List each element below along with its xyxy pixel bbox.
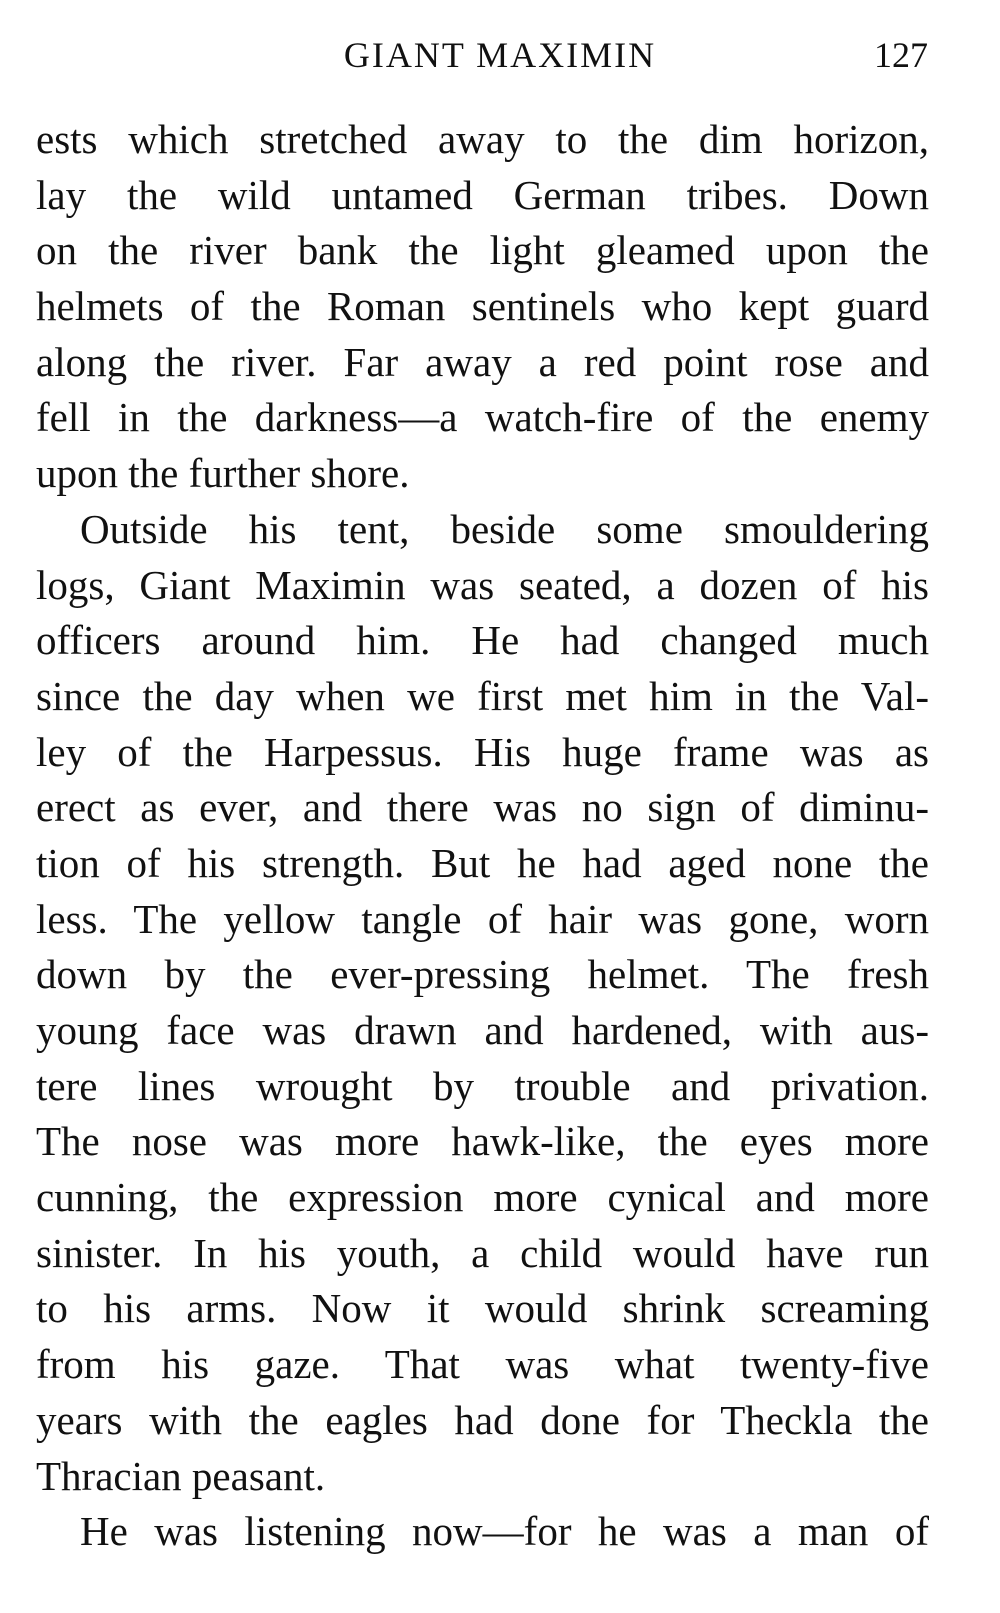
- text-line: young face was drawn and hardened, with aus-: [36, 1007, 929, 1053]
- running-head: [0, 30, 1000, 80]
- text-line: ests which stretched away to the dim horizon,: [36, 116, 929, 162]
- text-line: tion of his strength. But he had aged none the: [36, 839, 929, 886]
- text-line: down by the ever-pressing helmet. The fresh: [36, 951, 929, 998]
- text-line: cunning, the expression more cynical and more: [36, 1174, 929, 1221]
- text-line: on the river bank the light gleamed upon the: [36, 227, 929, 274]
- text-line: Thracian peasant.: [36, 1452, 326, 1499]
- text-line: to his arms. Now it would shrink screaming: [36, 1285, 929, 1332]
- running-title: GIANT MAXIMIN: [343, 35, 657, 75]
- text-line: The nose was more hawk-like, the eyes more: [36, 1118, 929, 1165]
- body-text: [36, 112, 929, 1560]
- page-number: 127: [874, 35, 928, 75]
- text-line: along the river. Far away a red point rose and: [36, 338, 929, 385]
- text-line: since the day when we first met him in the Val-: [36, 672, 929, 719]
- text-line: logs, Giant Maximin was seated, a dozen of his: [36, 561, 929, 608]
- text-line: tere lines wrought by trouble and privation.: [36, 1062, 929, 1109]
- text-line: from his gaze. That was what twenty-five: [36, 1341, 929, 1388]
- text-line: lay the wild untamed German tribes. Down: [36, 171, 929, 218]
- text-line: ley of the Harpessus. His huge frame was as: [36, 728, 929, 775]
- text-line: erect as ever, and there was no sign of diminu-: [36, 784, 929, 831]
- text-line: He was listening now—for he was a man of: [80, 1508, 929, 1555]
- text-line: years with the eagles had done for Theckla the: [36, 1396, 929, 1443]
- text-line: helmets of the Roman sentinels who kept guard: [36, 283, 929, 330]
- text-line: fell in the darkness—a watch-fire of the enemy: [36, 394, 929, 441]
- text-line: Outside his tent, beside some smouldering: [80, 505, 929, 552]
- text-line: sinister. In his youth, a child would have run: [36, 1229, 929, 1276]
- text-line: officers around him. He had changed much: [36, 617, 929, 664]
- text-line: upon the further shore.: [36, 450, 410, 497]
- text-line: less. The yellow tangle of hair was gone, worn: [36, 895, 929, 942]
